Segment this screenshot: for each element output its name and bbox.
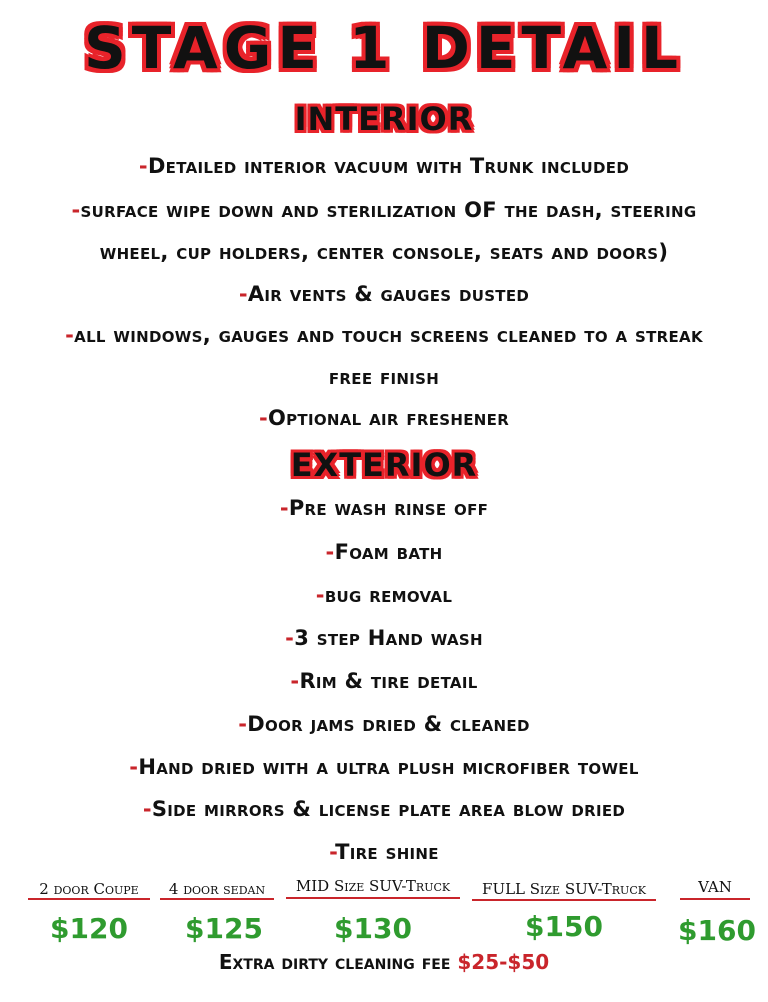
- exterior-item: -Foam bath: [325, 540, 443, 564]
- exterior-item: -bug removal: [315, 583, 453, 607]
- vehicle-coupe-label: 2 door Coupe: [39, 880, 139, 898]
- dash-mark: -: [238, 712, 248, 736]
- price-fullsize: $150: [525, 910, 603, 943]
- dash-mark: -: [279, 496, 289, 520]
- extra-fee-label: Extra dirty cleaning fee: [218, 950, 458, 974]
- dash-mark: -: [315, 583, 325, 607]
- exterior-item: -Pre wash rinse off: [279, 496, 489, 520]
- dash-mark: -: [258, 406, 268, 430]
- interior-heading: INTERIOR: [294, 100, 474, 138]
- exterior-item: -Tire shine: [329, 840, 439, 864]
- dash-mark: -: [329, 840, 336, 864]
- exterior-item: -Hand dried with a ultra plush microfiber towel: [129, 755, 639, 779]
- page-title: STAGE 1 DETAIL: [84, 14, 684, 82]
- vehicle-van-label: VAN: [698, 878, 732, 896]
- extra-fee-line: [0, 950, 768, 974]
- vehicle-fullsize-label: FULL Size SUV-Truck: [482, 880, 646, 898]
- extra-fee-amount: $25-$50: [457, 950, 550, 974]
- dash-mark: -: [65, 323, 75, 347]
- vehicle-underline: [286, 897, 460, 899]
- dash-mark: -: [325, 540, 335, 564]
- vehicle-underline: [680, 898, 750, 900]
- dash-mark: -: [290, 669, 300, 693]
- dash-mark: -: [129, 755, 139, 779]
- interior-item: -Optional air freshener: [258, 406, 510, 430]
- price-coupe: $120: [50, 912, 128, 945]
- exterior-item: -Rim & tire detail: [290, 669, 478, 693]
- price-sedan: $125: [185, 912, 263, 945]
- exterior-item: -Side mirrors & license plate area blow dried: [142, 797, 626, 821]
- exterior-item: -Door jams dried & cleaned: [238, 712, 530, 736]
- dash-mark: -: [138, 154, 148, 178]
- interior-item: -Air vents & gauges dusted: [238, 282, 530, 306]
- interior-item-continued: wheel, cup holders, center console, seats and doors): [99, 240, 669, 264]
- vehicle-sedan-label: 4 door sedan: [168, 880, 266, 898]
- price-midsize: $130: [334, 912, 412, 945]
- exterior-item: -3 step Hand wash: [285, 626, 483, 650]
- vehicle-underline: [160, 898, 274, 900]
- interior-item: -surface wipe down and sterilization OF the dash, steering: [71, 198, 697, 222]
- interior-item-continued: free finish: [328, 365, 440, 389]
- dash-mark: -: [285, 626, 295, 650]
- dash-mark: -: [238, 282, 248, 306]
- dash-mark: -: [142, 797, 152, 821]
- vehicle-underline: [472, 899, 656, 901]
- vehicle-underline: [28, 898, 150, 900]
- price-van: $160: [678, 914, 756, 947]
- interior-item: -Detailed interior vacuum with Trunk included: [138, 154, 630, 178]
- vehicle-midsize-label: MID Size SUV-Truck: [295, 877, 451, 895]
- interior-item: -all windows, gauges and touch screens cleaned to a streak: [65, 323, 703, 347]
- dash-mark: -: [71, 198, 81, 222]
- exterior-heading: EXTERIOR: [290, 446, 478, 484]
